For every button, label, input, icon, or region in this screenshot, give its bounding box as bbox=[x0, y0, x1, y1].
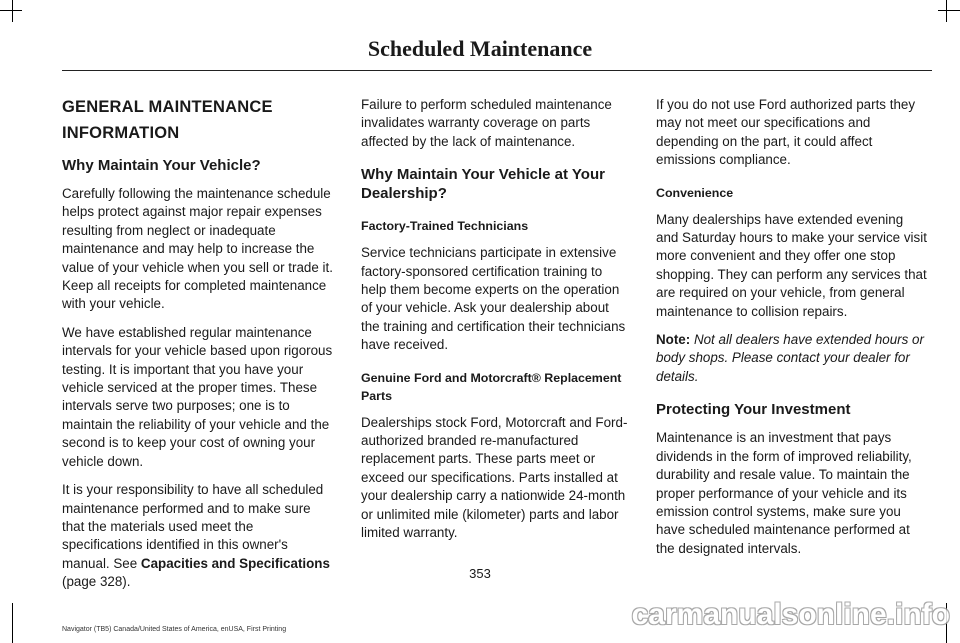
paragraph: Carefully following the maintenance schedule helps protect against major repair expenses resulting from neglect or inadequate maintenance and may help to increase the value of your vehicle when you sell or trade it. Keep all receipts for completed maintenance with your vehicle. bbox=[62, 186, 333, 312]
column-left bbox=[62, 96, 336, 602]
section-heading-line2: INFORMATION bbox=[62, 124, 180, 142]
note-text: Not all dealers have extended hours or body shops. Please contact your dealer for details. bbox=[656, 332, 924, 384]
paragraph-text: It is your responsibility to have all scheduled maintenance performed and to make sure that the materials used meet the specifications identified in this owner's manual. See bbox=[62, 482, 324, 571]
section-heading bbox=[62, 96, 336, 144]
paragraph: Maintenance is an investment that pays dividends in the form of improved reliability, durability and resale value. To maintain the proper performance of your vehicle and its emission control systems, make sure you have scheduled maintenance performed at the designated intervals. bbox=[656, 430, 912, 556]
header-divider bbox=[62, 70, 932, 71]
minor-heading: Genuine Ford and Motorcraft® Replacement Parts bbox=[361, 370, 622, 403]
note bbox=[656, 331, 928, 386]
paragraph: We have established regular maintenance intervals for your vehicle based upon rigorous testing. It is important that you have your vehicle serviced at the proper times. These intervals serve two purposes; one is to maintain the reliability of your vehicle and the second is to keep your cost of owning your vehicle down. bbox=[62, 324, 333, 469]
cross-reference-link[interactable]: Capacities and Specifications bbox=[140, 555, 330, 571]
column-middle bbox=[361, 96, 631, 553]
page-header-title: Scheduled Maintenance bbox=[367, 36, 593, 61]
watermark: carmanualsonline.info bbox=[631, 598, 950, 631]
page-number: 353 bbox=[469, 566, 491, 581]
crop-mark bbox=[938, 10, 960, 11]
paragraph: Many dealerships have extended evening and Saturday hours to make your service visit more convenient and they offer one stop shopping. They can perform any services that are required on your vehicle, from general maintenance to collision repairs. bbox=[656, 211, 927, 319]
minor-heading: Factory-Trained Technicians bbox=[361, 219, 529, 234]
crop-mark bbox=[12, 603, 13, 643]
crop-mark bbox=[946, 0, 947, 22]
subheading-dealership: Why Maintain Your Vehicle at Your Dealership? bbox=[361, 166, 605, 203]
paragraph: Dealerships stock Ford, Motorcraft and Ford-authorized branded re-manufactured replacement parts. These parts meet or exceed our specifications. Parts installed at your dealership carry a nationwide 24-month or unlimited mile (kilometer) parts and labor limited warranty. bbox=[361, 414, 628, 541]
paragraph: If you do not use Ford authorized parts they may not meet our specifications and depending on the part, it could affect emissions compliance. bbox=[656, 97, 916, 168]
paragraph: Failure to perform scheduled maintenance invalidates warranty coverage on parts affected by the lack of maintenance. bbox=[361, 97, 612, 149]
column-right bbox=[656, 96, 928, 568]
footer-text: Navigator (TB5) Canada/United States of America, enUSA, First Printing bbox=[62, 626, 287, 633]
subheading-protecting: Protecting Your Investment bbox=[656, 401, 851, 419]
page-reference: (page 328). bbox=[62, 574, 131, 590]
crop-mark bbox=[0, 10, 22, 11]
note-label: Note: bbox=[656, 332, 691, 348]
subheading-why-maintain: Why Maintain Your Vehicle? bbox=[62, 157, 261, 174]
section-heading-line1: GENERAL MAINTENANCE bbox=[62, 98, 273, 116]
minor-heading: Convenience bbox=[656, 185, 734, 200]
crop-mark bbox=[12, 0, 13, 22]
paragraph: Service technicians participate in extensive factory-sponsored certification training to help them become experts on the operation of your vehicle. Ask your dealership about the training and certification their technicians have received. bbox=[361, 245, 626, 353]
